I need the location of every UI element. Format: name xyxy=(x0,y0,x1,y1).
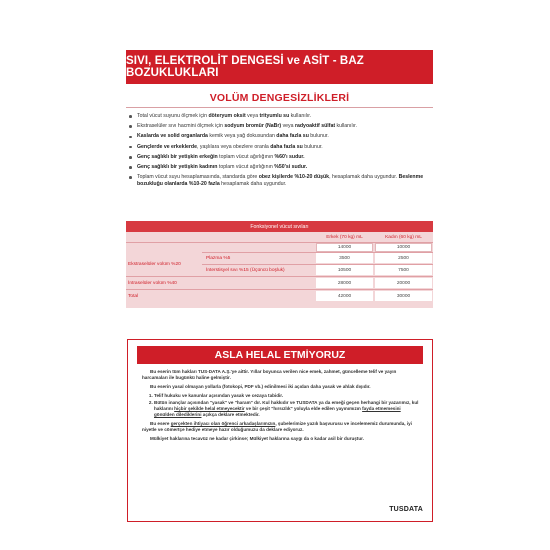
notice-title: ASLA HELAL ETMİYORUZ xyxy=(137,346,423,364)
notice-paragraph: Bu eserin tüm hakları TUS-DATA A.Ş.'ye aittir. Yıllar boyunca verilen nice emek, zahmet, güncelleme telif ve yayın harcamaları ile bugünkü haline gelmiştir. xyxy=(142,369,397,380)
cell-interstitial-male: 10500 xyxy=(316,265,373,275)
cell-plasma-female: 2500 xyxy=(375,253,432,263)
cell-total-water-male: 14000 xyxy=(316,243,373,252)
cell-total-male: 42000 xyxy=(316,291,373,301)
bullet-item: Total vücut suyunu ölçmek için döteryum oksit veya trityumlu su kullanılır. xyxy=(126,113,436,120)
cell-icf-female: 20000 xyxy=(375,278,432,288)
row-label-total: Total xyxy=(128,293,139,299)
bullet-item: Kaslarda ve solid organlarda kemik veya yağ dokusundan daha fazla su bulunur. xyxy=(126,133,436,140)
cell-icf-male: 28000 xyxy=(316,278,373,288)
row-label-ecf: Ekstraselüler volüm %20 xyxy=(128,261,181,267)
bullet-item: Genç sağlıklı bir yetişkin erkeğin toplam vücut ağırlığının %60'ı sudur. xyxy=(126,154,436,161)
notice-list-item: 1. Telif hukuku ve kanunlar açısından yasak ve cezaya tabidir. xyxy=(154,393,420,399)
notice-paragraph: Mülkiyet haklarına tecavüz ne kadar çirkinse; Mülkiyet haklarına saygı da o kadar asil bir duruştur. xyxy=(150,436,364,441)
notice-list-item: 2. Bütün inançlar açısından "yasak" ve "haram" dır. Kul hakkıdır ve TUSDATA ya da emeği geçen herhangi bir yazarımız, kul haklarını hiçbir şekilde helal etmeyecektir ve bir çeşit "hırsızlık" yoluyla elde edilen yayınımızın fayda etmemesini gönülden dilediklerini açıkça deklare etmektedir. xyxy=(154,400,420,418)
bullet-item: Gençlerde ve erkeklerde, yaşlılara veya obezlere oranla daha fazla su bulunur. xyxy=(126,144,436,151)
bullet-item: Genç sağlıklı bir yetişkin kadının toplam vücut ağırlığının %50'si sudur. xyxy=(126,164,436,171)
column-header-male: Erkek (70 kg) mL xyxy=(326,234,363,240)
notice-paragraph: Bu esere gerçekten ihtiyacı olan öğrenci arkadaşlarımızın, şubelerimize yazılı başvurusu ve incelememiz durumunda, iyi niyetle ve cömertçe hediye etmeye hazır olduğumuzu da deklare ediyoruz. xyxy=(142,421,412,432)
column-header-female: Kadın (60 kg) mL xyxy=(385,234,422,240)
chapter-title: SIVI, ELEKTROLİT DENGESİ ve ASİT - BAZ BOZUKLUKLARI xyxy=(126,55,364,79)
bullet-list xyxy=(126,113,436,191)
section-divider xyxy=(126,107,433,108)
chapter-banner xyxy=(126,50,433,84)
table-title: Fonksiyonel vücut sıvıları xyxy=(126,221,433,232)
row-label-icf: İntraselüler volüm %40 xyxy=(128,280,177,286)
brand-name: TUSDATA xyxy=(389,506,423,513)
bullet-item: Toplam vücut suyu hesaplamasında, standarda göre obez kişilerde %10-20 düşük, hesaplamak daha uygundur. Beslenme bozukluğu olanlarda %10-20 fazla hesaplamak daha uygundur. xyxy=(126,174,436,188)
table-body xyxy=(126,232,433,308)
bullet-item: Ekstraselüler sıvı hacmini ölçmek için sodyum bromür (NaBr) veya radyoaktif sülfat kullanılır. xyxy=(126,123,436,130)
notice-body xyxy=(142,369,420,445)
cell-interstitial-female: 7500 xyxy=(375,265,432,275)
notice-list xyxy=(142,393,420,418)
notice-paragraph: Bu eserin yasal olmayan yollarla (fotokopi, PDF vb.) edinilmesi iki açıdan daha yasak ve ahlak dışıdır. xyxy=(150,384,371,389)
fluid-volume-table xyxy=(126,221,433,308)
cell-plasma-male: 3500 xyxy=(316,253,373,263)
section-title: VOLÜM DENGESİZLİKLERİ xyxy=(209,92,350,104)
row-label-plasma: Plazma %5 xyxy=(206,255,231,261)
cell-total-female: 30000 xyxy=(375,291,432,301)
cell-total-water-female: 10000 xyxy=(375,243,432,252)
row-label-interstitial: İnterstisyel sıvı %15 (Üçüncü boşluk) xyxy=(206,267,285,273)
copyright-notice xyxy=(127,339,433,522)
